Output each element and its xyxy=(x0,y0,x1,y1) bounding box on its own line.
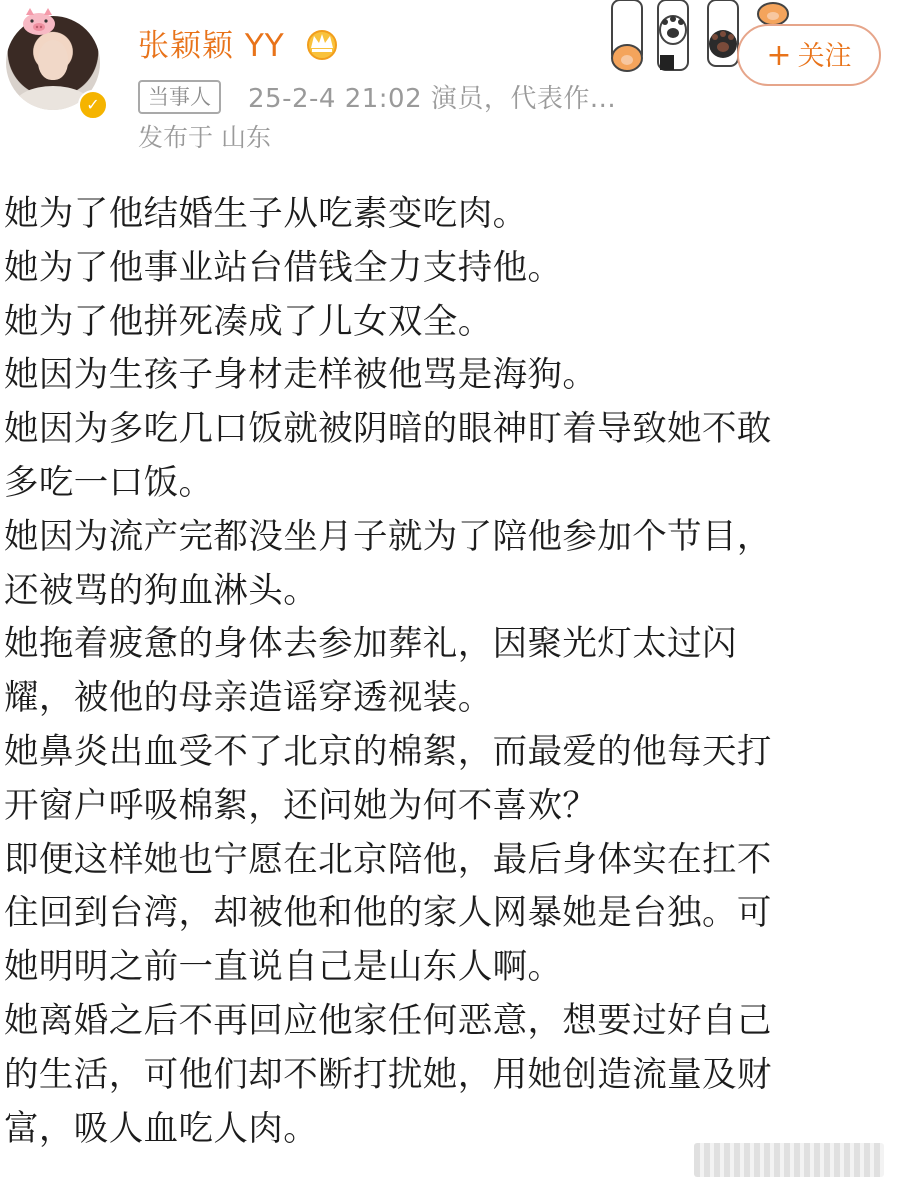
avatar-container[interactable] xyxy=(4,8,104,112)
post-meta: 25-2-4 21:02 演员，代表作... xyxy=(248,84,617,114)
avatar-face xyxy=(38,40,68,80)
post-line: 开窗户呼吸棉絮，还问她为何不喜欢？ xyxy=(4,785,598,826)
pig-icon xyxy=(18,8,60,36)
post-line: 的生活，可他们却不断打扰她，用她创造流量及财 xyxy=(4,1054,772,1095)
post-line: 她为了他结婚生子从吃素变吃肉。 xyxy=(4,194,528,234)
post-line: 耀，被他的母亲造谣穿透视装。 xyxy=(4,678,493,719)
post-line: 她明明之前一直说自己是山东人啊。 xyxy=(4,947,563,988)
post-line: 住回到台湾，却被他和他的家人网暴她是台独。可 xyxy=(4,893,772,934)
status-tag: 当事人 xyxy=(138,80,221,114)
plus-icon: + xyxy=(766,38,792,73)
crown-icon xyxy=(303,26,341,60)
post-line: 她因为多吃几口饭就被阴暗的眼神盯着导致她不敢 xyxy=(4,409,772,450)
post-line: 富，吸人血吃人肉。 xyxy=(4,1108,319,1149)
post-line: 她因为生孩子身材走样被他骂是海狗。 xyxy=(4,355,598,396)
watermark-blur xyxy=(694,1143,884,1177)
post-line: 多吃一口饭。 xyxy=(4,462,214,503)
post-line: 还被骂的狗血淋头。 xyxy=(4,570,319,611)
post-line: 即便这样她也宁愿在北京陪他，最后身体实在扛不 xyxy=(4,839,772,880)
post-line: 她为了他拼死凑成了儿女双全。 xyxy=(4,301,493,342)
post-line: 她拖着疲惫的身体去参加葬礼，因聚光灯太过闪 xyxy=(4,624,737,665)
follow-label: 关注 xyxy=(797,41,852,72)
post-line: 她因为流产完都没坐月子就为了陪他参加个节目， xyxy=(4,516,772,557)
post-body xyxy=(4,188,894,1156)
post-line: 她鼻炎出血受不了北京的棉絮，而最爱的他每天打 xyxy=(4,731,772,772)
follow-button[interactable] xyxy=(737,24,881,86)
post-line: 她离婚之后不再回应他家任何恶意，想要过好自己 xyxy=(4,1000,772,1041)
post-header xyxy=(0,0,900,160)
post-location: 发布于 山东 xyxy=(138,123,271,152)
post-line: 她为了他事业站台借钱全力支持他。 xyxy=(4,247,563,288)
verified-badge: ✓ xyxy=(78,90,108,120)
username[interactable]: 张颖颖 YY xyxy=(138,28,285,64)
